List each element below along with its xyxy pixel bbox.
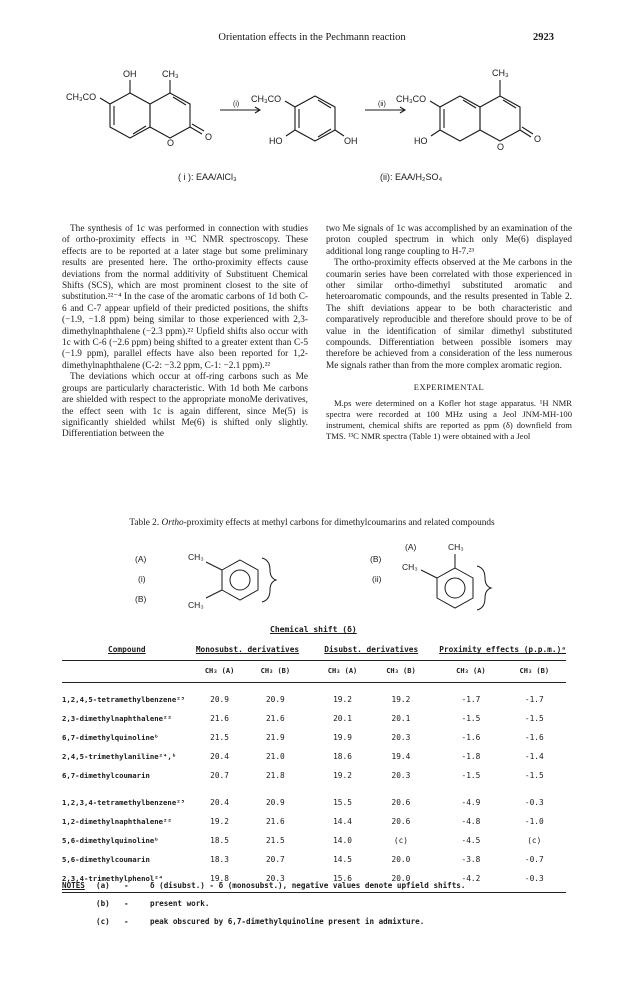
compound-name-cell: 5,6-dimethylcoumarin: [62, 855, 150, 864]
value-cell-d-a: 15.5: [333, 798, 352, 807]
running-title: Orientation effects in the Pechmann reaction: [218, 32, 406, 43]
value-cell-m-b: 21.6: [265, 817, 285, 826]
left-paragraph-2: The deviations which occur at off-ring carbons such as Me groups are particularly characteristic. With 1d both Me carbons are shielded with respect to the appropriate monoMe derivatives, the effect seen with 1c is again different, since Me(5) is significantly shielded whilst Me(6) is shifted only slightly. Differentiation between the: [62, 372, 308, 440]
table-notes: [62, 876, 566, 930]
value-cell-d-a: 19.2: [333, 771, 352, 780]
table-rows-group-ii: [62, 793, 566, 888]
table-row: [62, 690, 566, 709]
value-cell-p-a: -4.2: [461, 874, 481, 883]
value-cell-m-a: 18.5: [210, 836, 229, 845]
value-cell-m-a: 19.8: [210, 874, 229, 883]
struct-ii-label: (ii): [372, 574, 382, 584]
right-paragraph-1: two Me signals of 1c was accomplished by an examination of the proton coupled spectrum in which only Me(6) displayed additional long range coupling to H-7.²³: [326, 224, 572, 257]
table-row: [62, 812, 566, 831]
s1-oh-label: OH: [123, 69, 137, 79]
right-paragraph-2: The ortho-proximity effects observed at the Me carbons in the coumarin series have been correlated with those experienced in other similar ortho-dimethyl substituted aromatic and heteroaromatic compounds, and the results presented in Table 2. The shift deviations appear to be both characteristic and comparatively reproducible and therefore should prove to be of value in the identification of similar dimethyl substituted compounds. Differentiation between possible isomers may therefore be achieved from a consideration of the less numerous Me signals rather than from the more complex aromatic region.: [326, 258, 572, 371]
value-cell-p-b: -0.3: [524, 874, 544, 883]
reaction-scheme: [60, 58, 560, 208]
value-cell-m-b: 21.6: [265, 714, 285, 723]
value-cell-m-b: 21.9: [265, 733, 285, 742]
struct-i-aromatic-circle: [230, 570, 250, 590]
s3-ch3-label: CH₃: [492, 68, 509, 78]
value-cell-m-a: 20.4: [210, 752, 229, 761]
value-cell-p-b: -1.0: [524, 817, 544, 826]
s1-ch3-label: CH₃: [162, 69, 179, 79]
value-cell-d-b: (c): [393, 836, 408, 845]
struct-ii-ring: [437, 568, 473, 608]
struct-i-ch3-bottom: CH₃: [188, 600, 204, 610]
sub-header-di-a: CH₃ (A): [327, 667, 358, 675]
value-cell-m-b: 20.9: [265, 695, 285, 704]
value-cell-d-a: 14.4: [333, 817, 352, 826]
s3-benzene-ring: [440, 96, 480, 141]
value-cell-p-a: -4.9: [461, 798, 481, 807]
sub-header-mono-a: CH₃ (A): [204, 667, 235, 675]
compound-name-cell: 6,7-dimethylquinolineᵇ: [62, 733, 159, 742]
struct-ii-aromatic-circle: [445, 578, 465, 598]
col-prox-header: Proximity effects (p.p.m.)ᵃ: [439, 645, 566, 655]
value-cell-m-a: 20.7: [210, 771, 229, 780]
note-a-key: (a): [96, 880, 110, 890]
value-cell-p-b: -1.6: [524, 733, 544, 742]
table-caption-rest: -proximity effects at methyl carbons for dimethylcoumarins and related compounds: [183, 518, 495, 528]
value-cell-p-a: -3.8: [461, 855, 481, 864]
note-b-key: (b): [96, 898, 110, 908]
note-b-text: present work.: [150, 898, 210, 908]
s1-carbonyl-o-label: O: [205, 132, 213, 142]
compound-name-cell: 1,2,3,4-tetramethylbenzene²³: [62, 798, 186, 807]
compound-name-cell: 1,2-dimethylnaphthalene²²: [62, 817, 172, 826]
s1-pyrone-ring: [150, 93, 190, 138]
value-cell-p-a: -4.8: [461, 817, 481, 826]
s3-pyrone-ring: [480, 96, 520, 141]
notes-label: NOTES: [62, 880, 85, 890]
table-caption-italic: Ortho: [161, 518, 184, 528]
value-cell-p-b: -0.3: [524, 798, 544, 807]
s2-oh-label: OH: [344, 136, 358, 146]
value-cell-d-b: 20.6: [391, 817, 411, 826]
running-header: [0, 32, 624, 46]
struct-i-a-label: (A): [135, 554, 147, 564]
value-cell-d-a: 18.6: [333, 752, 352, 761]
note-b: [62, 894, 566, 912]
value-cell-p-b: -1.5: [524, 714, 544, 723]
sub-header-prox-b: CH₃ (B): [519, 667, 550, 675]
table-row: [62, 728, 566, 747]
compound-name-cell: 2,3-dimethylnaphthalene²²: [62, 714, 172, 723]
arrow1-label: (i): [233, 101, 240, 108]
value-cell-m-b: 20.9: [265, 798, 285, 807]
compound-name-cell: 2,4,5-trimethylaniline²⁴,ᵇ: [62, 752, 177, 761]
struct-i-label: (i): [138, 574, 146, 584]
value-cell-p-a: -1.5: [461, 714, 481, 723]
value-cell-m-b: 21.5: [265, 836, 285, 845]
table-group-header-row: [62, 640, 566, 660]
note-c: [62, 912, 566, 930]
value-cell-d-b: 20.3: [391, 771, 411, 780]
value-cell-d-b: 19.4: [391, 752, 411, 761]
s2-ho-label: HO: [269, 136, 283, 146]
right-column: [326, 224, 572, 442]
col-compound-header: Compound: [108, 645, 146, 655]
value-cell-m-b: 21.0: [265, 752, 285, 761]
struct-ii-b-label: (B): [370, 554, 382, 564]
value-cell-p-b: -1.7: [524, 695, 544, 704]
value-cell-d-a: 20.1: [333, 714, 352, 723]
struct-ii-brace: [477, 566, 491, 610]
value-cell-m-a: 20.4: [210, 798, 229, 807]
table-row: [62, 747, 566, 766]
value-cell-m-a: 20.9: [210, 695, 229, 704]
struct-i-brace: [262, 558, 276, 602]
compound-name-cell: 6,7-dimethylcoumarin: [62, 771, 150, 780]
value-cell-p-b: -0.7: [524, 855, 544, 864]
table-sub-header-row: [62, 660, 566, 682]
value-cell-d-b: 19.2: [391, 695, 411, 704]
right-paragraph-3: M.ps were determined on a Kofler hot stage apparatus. ¹H NMR spectra were recorded at 100 MHz using a Jeol JNM-MH-100 instrument, chemical shifts are reported as ppm (δ) downfield from TMS. ¹³C NMR spectra (Table 1) were obtained with a Jeol: [326, 397, 572, 441]
note-c-dash: -: [124, 916, 129, 926]
value-cell-d-a: 14.0: [333, 836, 352, 845]
value-cell-m-b: 20.7: [265, 855, 285, 864]
table-structures-drawing: [80, 540, 550, 620]
s3-carbonyl-o-label: O: [534, 134, 542, 144]
value-cell-d-a: 14.5: [333, 855, 352, 864]
value-cell-d-a: 15.6: [333, 874, 352, 883]
arrow2-label: (ii): [378, 101, 386, 108]
struct-ii-ch3-side: CH₃: [402, 562, 418, 572]
compound-name-cell: 1,2,4,5-tetramethylbenzene²³: [62, 695, 186, 704]
sub-header-di-b: CH₃ (B): [386, 667, 416, 675]
note-a: [62, 876, 566, 894]
sub-header-mono-b: CH₃ (B): [260, 667, 291, 675]
struct-ii-a-label: (A): [405, 542, 417, 552]
value-cell-p-a: -1.7: [461, 695, 481, 704]
value-cell-d-b: 20.0: [391, 874, 411, 883]
s2-ch3co-label: CH₃CO: [251, 94, 282, 104]
table-caption: [0, 518, 624, 528]
value-cell-m-a: 21.5: [210, 733, 229, 742]
reaction-scheme-drawing: [60, 58, 560, 208]
note-c-text: peak obscured by 6,7-dimethylquinoline present in admixture.: [150, 916, 425, 926]
table-row: [62, 850, 566, 869]
value-cell-p-a: -1.8: [461, 752, 481, 761]
struct-i-ch3-top: CH₃: [188, 552, 204, 562]
table-row: [62, 766, 566, 785]
condition-2: (ii): EAA/H₂SO₄: [380, 172, 443, 182]
table-row: [62, 831, 566, 850]
note-a-dash: -: [124, 880, 129, 890]
value-cell-d-a: 19.9: [333, 733, 352, 742]
value-cell-m-b: 20.3: [265, 874, 285, 883]
left-column: [62, 224, 308, 441]
value-cell-m-a: 21.6: [210, 714, 229, 723]
struct-i-b-label: (B): [135, 594, 147, 604]
s1-ch3co-label: CH₃CO: [66, 92, 97, 102]
col-di-header: Disubst. derivatives: [324, 645, 419, 655]
compound-name-cell: 5,6-dimethylquinolineᵇ: [62, 836, 159, 845]
value-cell-p-b: -1.4: [524, 752, 544, 761]
table-row: [62, 709, 566, 728]
value-cell-m-b: 21.8: [265, 771, 285, 780]
s3-ring-o-label: O: [497, 142, 505, 152]
value-cell-d-b: 20.1: [391, 714, 411, 723]
value-cell-d-b: 20.3: [391, 733, 411, 742]
value-cell-m-a: 18.3: [210, 855, 229, 864]
note-a-text: δ (disubst.) - δ (monosubst.), negative values denote upfield shifts.: [150, 880, 466, 890]
value-cell-d-b: 20.6: [391, 798, 411, 807]
value-cell-p-a: -4.5: [461, 836, 481, 845]
experimental-heading: EXPERIMENTAL: [413, 382, 485, 393]
chemical-shift-header: Chemical shift (δ): [270, 625, 357, 634]
table-row: [62, 793, 566, 812]
note-b-dash: -: [124, 898, 129, 908]
s1-benzene-ring: [110, 93, 150, 138]
table-structures: [80, 540, 550, 620]
struct-ii-ch3-top: CH₃: [448, 542, 464, 552]
table-rows-group-i: [62, 690, 566, 785]
condition-1: ( i ): EAA/AlCl₃: [178, 172, 237, 182]
value-cell-m-a: 19.2: [210, 817, 229, 826]
value-cell-p-b: (c): [527, 836, 542, 845]
s3-ch3co-label: CH₃CO: [396, 94, 427, 104]
page-number: 2923: [533, 32, 554, 43]
note-c-key: (c): [96, 916, 110, 926]
value-cell-d-a: 19.2: [333, 695, 352, 704]
table-caption-prefix: Table 2.: [129, 518, 160, 528]
s2-benzene-ring: [295, 96, 335, 141]
value-cell-p-a: -1.6: [461, 733, 481, 742]
value-cell-p-a: -1.5: [461, 771, 481, 780]
value-cell-p-b: -1.5: [524, 771, 544, 780]
col-mono-header: Monosubst. derivatives: [195, 645, 300, 655]
left-paragraph-1: The synthesis of 1c was performed in connection with studies of ortho-proximity effects in ¹³C NMR spectroscopy. These effects are to be reported at a later stage but some preliminary results are presented here. The ortho-proximity effects cause deviations from the normal additivity of Substituent Chemical Shifts (SCS), which are most prominent closest to the site of substitution.²²⁻⁴ In the case of the aromatic carbons of 1d both C-6 and C-7 appear upfield of their predicted positions, the shifts (−1.9, −1.8 ppm) being similar to those experienced with 2,3-dimethylnaphthalene (−2.3 ppm).²² Upfield shifts also occur with 1c with C-6 (−2.6 ppm) being shifted to a greater extent than C-5 (−1.9 ppm), parallel effects have also been reported for 1,2-dimethylnaphthalene (C-2: −3.2 ppm, C-1: −2.1 ppm).²²: [62, 224, 308, 371]
sub-header-prox-a: CH₃ (A): [456, 667, 486, 675]
s1-ring-o-label: O: [167, 138, 175, 148]
s3-ho-label: HO: [414, 136, 428, 146]
compound-name-cell: 2,3,4-trimethylphenol²⁴: [62, 874, 164, 883]
proximity-table: [62, 640, 566, 893]
value-cell-d-b: 20.0: [391, 855, 411, 864]
struct-i-ring: [222, 560, 258, 600]
